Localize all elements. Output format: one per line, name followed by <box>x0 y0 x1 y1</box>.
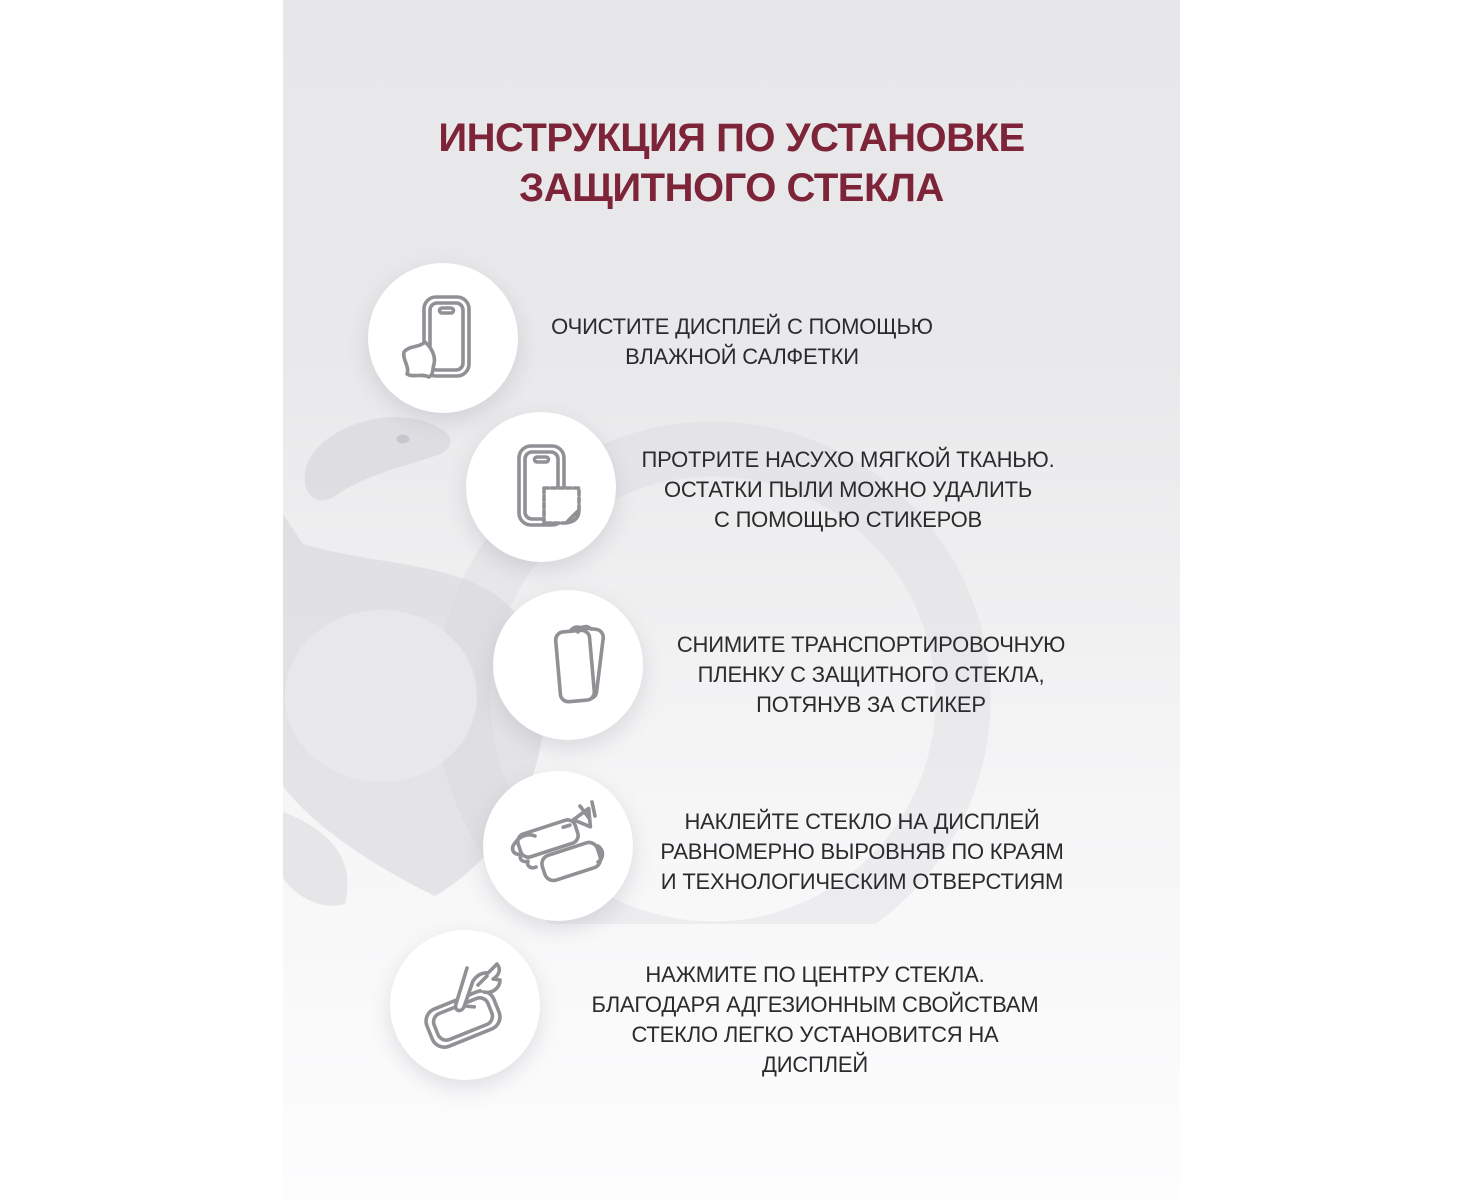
watermark-body-hole <box>285 610 477 782</box>
finger-press-glass-icon <box>415 955 515 1055</box>
phone-dust-sticker-icon <box>491 437 591 537</box>
step-4-icon-circle <box>483 771 633 921</box>
page-title-line-1: ИНСТРУКЦИЯ ПО УСТАНОВКЕ <box>438 116 1025 160</box>
step-text-line: НАКЛЕЙТЕ СТЕКЛО НА ДИСПЛЕЙ <box>684 809 1040 834</box>
step-text-line: НАЖМИТЕ ПО ЦЕНТРУ СТЕКЛА. <box>645 962 985 987</box>
step-text-line: ПЛЕНКУ С ЗАЩИТНОГО СТЕКЛА, <box>697 662 1045 687</box>
phone-wet-wipe-icon <box>393 288 493 388</box>
step-text-line: РАВНОМЕРНО ВЫРОВНЯВ ПО КРАЯМ <box>660 839 1064 864</box>
step-1-text <box>522 312 962 372</box>
watermark-tail <box>283 812 348 906</box>
step-3-icon-circle <box>493 590 643 740</box>
watermark-head <box>305 417 451 500</box>
step-1-icon-circle <box>368 263 518 413</box>
step-text-line: И ТЕХНОЛОГИЧЕСКИМ ОТВЕРСТИЯМ <box>660 869 1064 894</box>
step-2-text <box>628 445 1068 535</box>
step-5-icon-circle <box>390 930 540 1080</box>
step-4-text <box>642 807 1082 897</box>
step-text-line: СТЕКЛО ЛЕГКО УСТАНОВИТСЯ НА ДИСПЛЕЙ <box>631 1022 999 1077</box>
page-title <box>283 113 1180 213</box>
step-2-icon-circle <box>466 412 616 562</box>
step-text-line: ПРОТРИТЕ НАСУХО МЯГКОЙ ТКАНЬЮ. <box>641 447 1055 472</box>
step-text-line: ВЛАЖНОЙ САЛФЕТКИ <box>625 344 859 369</box>
step-text-line: ОЧИСТИТЕ ДИСПЛЕЙ С ПОМОЩЬЮ <box>551 314 933 339</box>
step-5-text <box>585 960 1045 1080</box>
page-title-line-2: ЗАЩИТНОГО СТЕКЛА <box>519 166 944 210</box>
poster-card <box>283 0 1180 1200</box>
step-text-line: БЛАГОДАРЯ АДГЕЗИОННЫМ СВОЙСТВАМ <box>591 992 1039 1017</box>
transport-film-icon <box>518 615 618 715</box>
watermark-eye <box>397 435 410 444</box>
step-text-line: СНИМИТЕ ТРАНСПОРТИРОВОЧНУЮ <box>676 632 1066 657</box>
hands-align-glass-icon <box>508 796 608 896</box>
step-text-line: ОСТАТКИ ПЫЛИ МОЖНО УДАЛИТЬ <box>663 477 1033 502</box>
step-text-line: ПОТЯНУВ ЗА СТИКЕР <box>756 692 986 717</box>
step-text-line: С ПОМОЩЬЮ СТИКЕРОВ <box>713 507 983 532</box>
step-3-text <box>651 630 1091 720</box>
